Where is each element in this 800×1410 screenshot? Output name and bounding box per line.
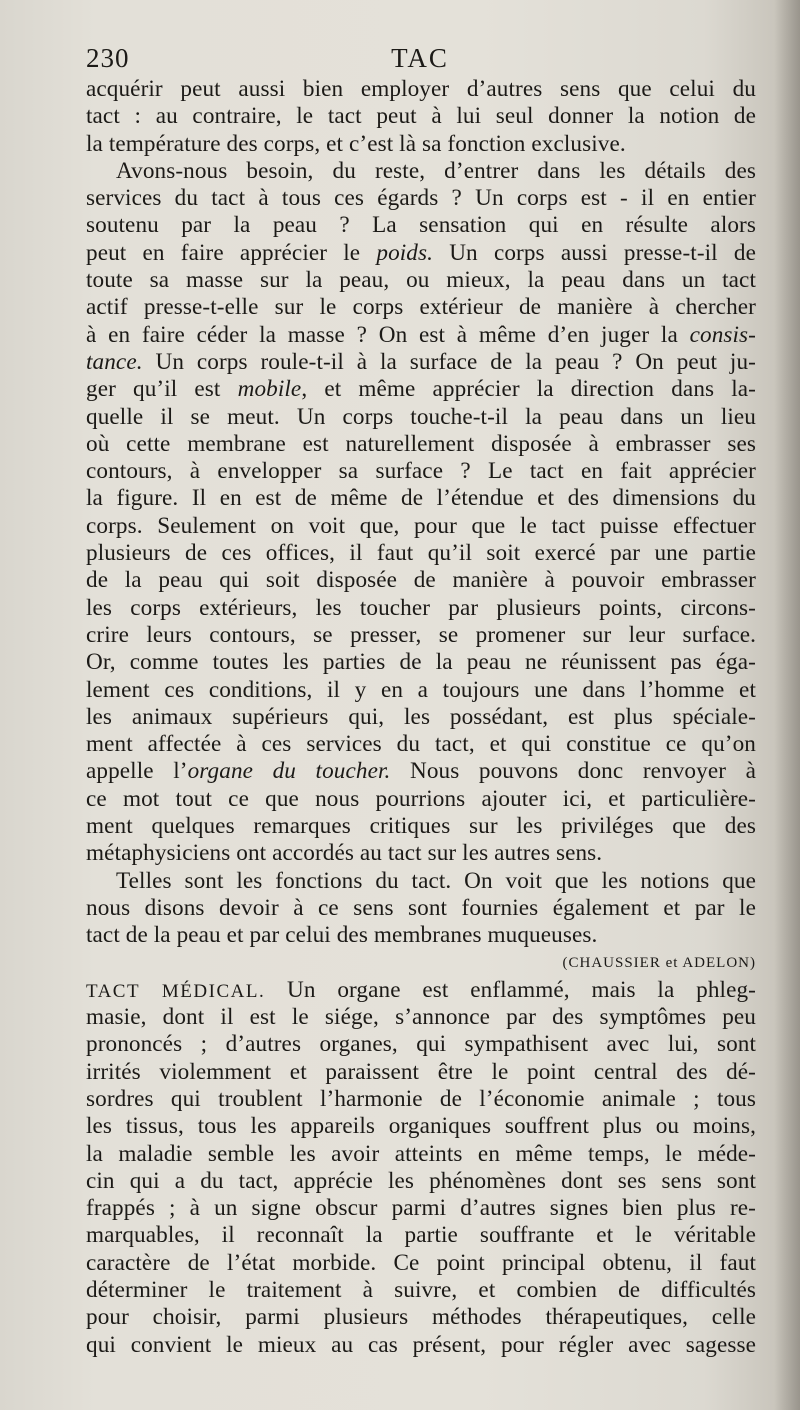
text-line: cin qui a du tact, apprécie les phénomènes dont ses sens sont (86, 1167, 756, 1194)
author-signature: (CHAUSSIER et ADELON) (562, 954, 756, 971)
text-line: Avons-nous besoin, du reste, d’entrer dans les détails des (116, 157, 756, 184)
text-line: marquables, il reconnaît la partie souffrante et le véritable (86, 1222, 756, 1249)
text-line: ment quelques remarques critiques sur les priviléges que des (86, 813, 756, 840)
line-text: appelle l’ (86, 758, 188, 785)
text-line: acquérir peut aussi bien employer d’autres sens que celui du (86, 76, 756, 102)
text-line: tact de la peau et par celui des membranes muqueuses. (86, 922, 598, 949)
text-line: sordres qui troublent l’harmonie de l’économie animale ; tous (86, 1085, 756, 1112)
text-line (86, 322, 756, 349)
line-text: Un corps roule-t-il à la surface de la peau ? On peut ju- (142, 348, 756, 375)
text-line: Or, comme toutes les parties de la peau ne réunissent pas éga- (86, 649, 756, 676)
text-line (86, 349, 756, 376)
text-line: frappés ; à un signe obscur parmi d’autres signes bien plus re- (86, 1195, 756, 1222)
line-text: Un organe est enflammé, mais la phleg- (265, 976, 756, 1003)
page-edge-shadow (774, 0, 800, 1410)
text-line: irrités violemment et paraissent être le point central des dé- (86, 1058, 756, 1085)
text-line (86, 758, 756, 785)
text-line: services du tact à tous ces égards ? Un corps est - il en entier (86, 185, 756, 212)
entry-headword: TACT MÉDICAL. (86, 980, 266, 1002)
text-line: prononcés ; d’autres organes, qui sympathisent avec lui, sont (86, 1031, 756, 1058)
italic-term: tance. (86, 348, 143, 375)
text-line: métaphysiciens ont accordés au tact sur les autres sens. (86, 840, 603, 867)
page-number: 230 (86, 43, 130, 73)
line-text: à en faire céder la masse ? On est à même d’en juger la (86, 321, 690, 348)
text-line: actif presse-t-elle sur le corps extérieur de manière à chercher (86, 294, 756, 321)
text-body (86, 76, 756, 1359)
text-line: quelle il se meut. Un corps touche-t-il la peau dans un lieu (86, 403, 756, 430)
text-line: les tissus, tous les appareils organiques souffrent plus ou moins, (86, 1113, 756, 1140)
text-line: masie, dont il est le siége, s’annonce par des symptômes peu (86, 1004, 756, 1031)
entry-first-line (86, 977, 756, 1004)
text-line: ce mot tout ce que nous pourrions ajouter ici, et particulière- (86, 785, 756, 812)
line-text: , et même apprécier la direction dans la- (301, 376, 756, 403)
line-text: Un corps aussi presse-t-il de (433, 239, 756, 266)
line-text: ger qu’il est (86, 376, 238, 403)
running-head: TAC (391, 43, 449, 73)
italic-term: consis- (689, 321, 756, 348)
text-line: la figure. Il en est de même de l’étendue et des dimensions du (86, 485, 756, 512)
text-line: Telles sont les fonctions du tact. On voit que les notions que (116, 867, 756, 894)
text-line: de la peau qui soit disposée de manière à pouvoir embrasser (86, 567, 756, 594)
text-line: qui convient le mieux au cas présent, pour régler avec sagesse (86, 1331, 756, 1358)
text-line: la maladie semble les avoir atteints en même temps, le méde- (86, 1140, 756, 1167)
text-line: ment affectée à ces services du tact, et qui constitue ce qu’on (86, 731, 756, 758)
text-line: lement ces conditions, il y en a toujours une dans l’homme et (86, 676, 756, 703)
text-line: crire leurs contours, se presser, se promener sur leur surface. (86, 621, 756, 648)
text-line: tact : au contraire, le tact peut à lui seul donner la notion de (86, 103, 756, 130)
text-line: les animaux supérieurs qui, les possédant, est plus spéciale- (86, 703, 756, 730)
text-line: soutenu par la peau ? La sensation qui en résulte alors (86, 212, 756, 239)
text-line: caractère de l’état morbide. Ce point principal obtenu, il faut (86, 1249, 756, 1276)
text-line: les corps extérieurs, les toucher par plusieurs points, circons- (86, 594, 756, 621)
text-line (86, 376, 756, 403)
text-line: nous disons devoir à ce sens sont fournies également et par le (86, 894, 756, 921)
text-line: déterminer le traitement à suivre, et combien de difficultés (86, 1277, 756, 1304)
text-line: toute sa masse sur la peau, ou mieux, la peau dans un tact (86, 267, 756, 294)
text-line: la température des corps, et c’est là sa fonction exclusive. (86, 130, 626, 157)
page-header (86, 40, 754, 76)
italic-term: mobile (237, 376, 302, 403)
italic-term: organe du toucher. (187, 758, 391, 785)
text-line (86, 240, 756, 267)
line-text: Nous pouvons donc renvoyer à (390, 758, 756, 785)
line-text: peut en faire apprécier le (86, 239, 377, 266)
text-line: plusieurs de ces offices, il faut qu’il soit exercé par une partie (86, 540, 756, 567)
text-line: corps. Seulement on voit que, pour que le tact puisse effectuer (86, 512, 756, 539)
text-line: contours, à envelopper sa surface ? Le tact en fait apprécier (86, 458, 756, 485)
text-line: pour choisir, parmi plusieurs méthodes thérapeutiques, celle (86, 1304, 756, 1331)
italic-term: poids. (376, 239, 434, 266)
text-line: où cette membrane est naturellement disposée à embrasser ses (86, 430, 756, 457)
